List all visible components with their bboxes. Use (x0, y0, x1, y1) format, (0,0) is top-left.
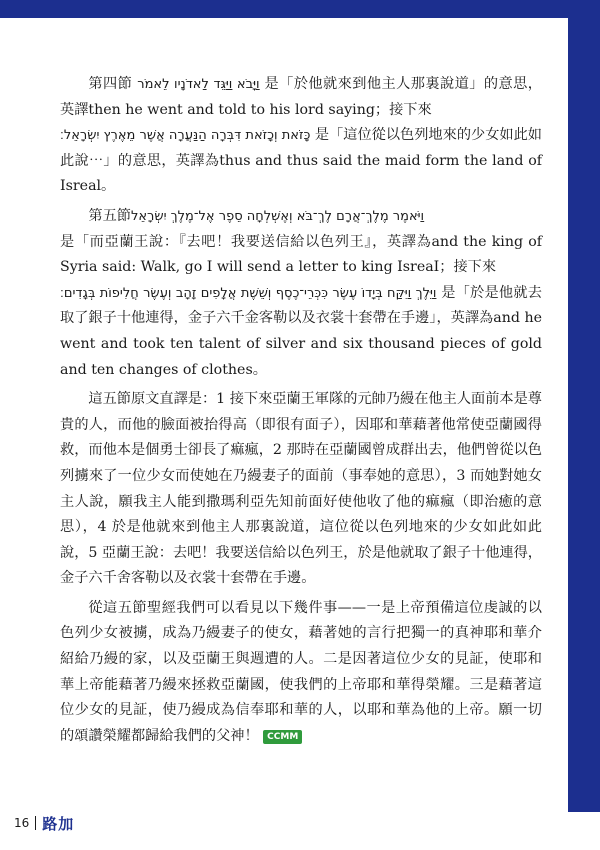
paragraph-text: 是「而亞蘭王說：『去吧！我要送信給以色列王』，英譯為and the king of Syria said: Walk, go I will send a letter to king IsreaI；接下來 (60, 233, 542, 276)
paragraph-text: 是「於他就來到他主人那裏說道」的意思，英譯then he went and told to his lord saying；接下來 (60, 76, 542, 118)
page-number: 16 (14, 816, 30, 830)
hebrew-text: כָּזֹאת וְכָזֹאת דִּבְּרָה הַנַּעֲרָה אֲשֶׁר מֵאֶרֶץ יִשְׂרָאֵל׃ (60, 128, 311, 144)
paragraph-text: 是「於是他就去取了銀子十他連得，金子六千金客勒以及衣裳十套帶在手邊」，英譯為and he went and took ten talent of silver and six thousand pieces of gold and ten changes of clothes。 (60, 284, 542, 378)
article-body (60, 72, 542, 753)
ccmm-badge: CCMM (263, 730, 302, 744)
paragraph-text: 從這五節聖經我們可以看見以下幾件事——一是上帝預備這位虔誠的以色列少女被擄，成為乃縵妻子的使女，藉著她的言行把獨一的真神耶和華介紹給乃縵的家，以及亞蘭王與週遭的人。二是因著這位少女的見証，使耶和華上帝能藉著乃縵來拯救亞蘭國，使我們的上帝耶和華得榮耀。三是藉著這位少女的見証，使乃縵成為信奉耶和華的人，以耶和華為他的上帝。願一切的頌讚榮耀都歸給我們的父神！ (60, 599, 542, 744)
footer-divider (35, 816, 36, 830)
paragraph-literal-translation: 這五節原文直譯是：1 接下來亞蘭王軍隊的元帥乃縵在他主人面前本是尊貴的人，而他的臉面被抬得高（即很有面子），因耶和華藉著他常使亞蘭國得救，而他本是個勇士卻長了痲瘋，2 那時在亞蘭國曾成群出去，他們曾從以色列擄來了一位少女而使她在乃縵妻子的面前（事奉她的意思），3 而她對她女主人說，願我主人能到撒瑪利亞先知前面好使他收了他的痲瘋（即治癒的意思），4 於是他就來到他主人那裏說道，這位從以色列地來的少女如此如此說，5 亞蘭王說：去吧！我要送信給以色列王，於是他就取了銀子十他連得，金子六千舍客勒以及衣裳十套帶在手邊。 (60, 391, 542, 587)
page-frame-top (0, 0, 600, 18)
paragraph-conclusion (60, 596, 542, 750)
hebrew-text: וַיֹּאמֶר מֶלֶךְ־אֲרָם לֶךְ־בֹּא וְאֶשְׁלְחָה סֵפֶר אֶל־מֶלֶךְ יִשְׂרָאֵל (130, 208, 425, 224)
page-frame-right (568, 0, 600, 812)
hebrew-text: וַיֵּלֶךְ וַיִּקַּח בְּיָדוֹ עֶשֶׂר כִּכְּרֵי־כֶסֶף וְשֵׁשֶׁת אֲלָפִים זָהָב וְעֶשֶׂר חֲלִיפוֹת בְּגָדִים׃ (60, 285, 437, 301)
verse-label: 第四節 (88, 76, 133, 92)
paragraph-verse-5 (60, 204, 542, 383)
paragraph-text: 是「這位從以色列地來的少女如此如此說⋯」的意思，英譯為thus and thus said the maid form the land of Isreal。 (60, 127, 542, 195)
page-footer (14, 813, 74, 833)
hebrew-text: וַיָּבֹא וַיַּגֵּד לַאדֹנָיו לֵאמֹר (137, 77, 260, 92)
paragraph-verse-4 (60, 72, 542, 200)
magazine-logo: 路加 (42, 814, 75, 833)
page-footer-strip (0, 812, 600, 850)
verse-label: 第五節 (88, 207, 131, 224)
